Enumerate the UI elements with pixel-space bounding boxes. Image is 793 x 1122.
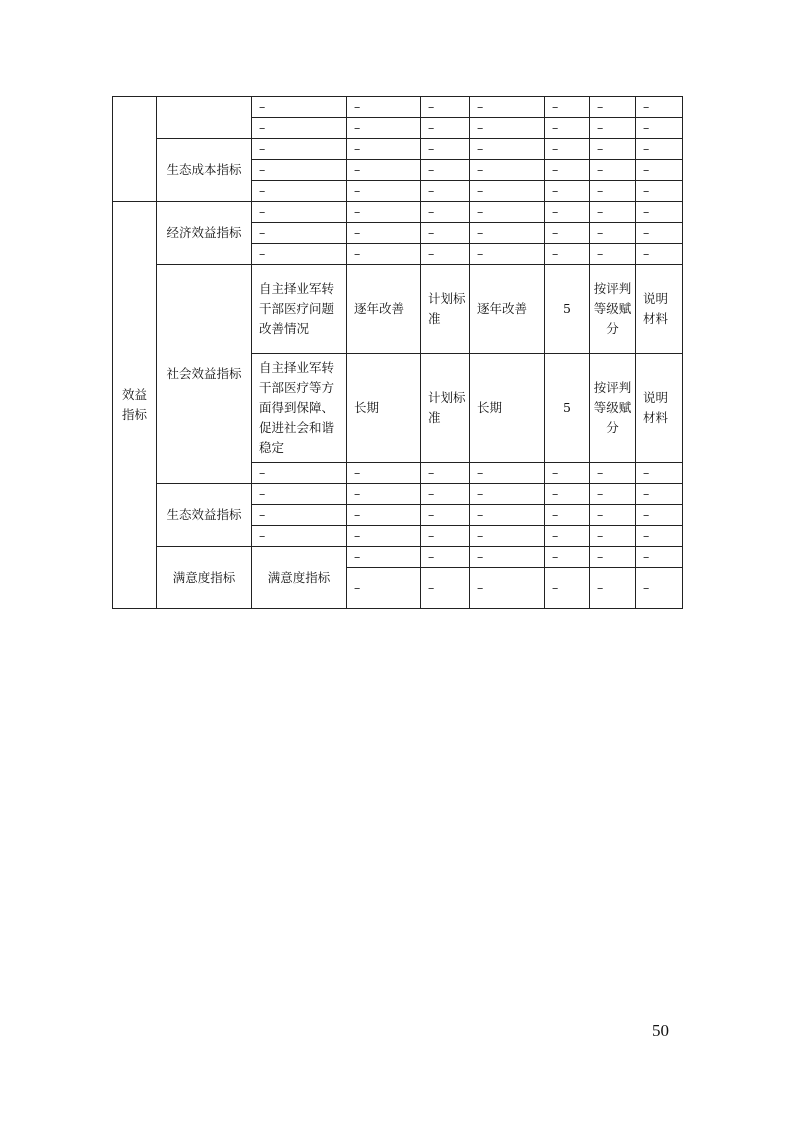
indicator-cell: –: [252, 139, 347, 160]
target-cell: –: [470, 160, 545, 181]
method-cell: –: [590, 526, 636, 547]
value-cell: 逐年改善: [347, 265, 421, 354]
group-benefit: 效益指标: [113, 202, 157, 609]
subgroup-cell-continued: [157, 97, 252, 139]
weight-cell: –: [545, 139, 590, 160]
target-cell: –: [470, 484, 545, 505]
evidence-cell: –: [636, 118, 683, 139]
subgroup-eco-benefit: 生态效益指标: [157, 484, 252, 547]
value-cell: –: [347, 97, 421, 118]
evidence-cell: –: [636, 484, 683, 505]
evidence-cell: 说明材料: [636, 265, 683, 354]
target-cell: –: [470, 118, 545, 139]
group-satisfaction: 满意度指标: [157, 547, 252, 609]
evidence-cell: –: [636, 139, 683, 160]
table-row: [113, 139, 683, 160]
indicator-cell: –: [252, 244, 347, 265]
basis-cell: 计划标准: [421, 354, 470, 463]
basis-cell: 计划标准: [421, 265, 470, 354]
method-cell: 按评判等级赋分: [590, 354, 636, 463]
method-cell: –: [590, 244, 636, 265]
basis-cell: –: [421, 526, 470, 547]
weight-cell: –: [590, 568, 636, 609]
method-cell: –: [590, 505, 636, 526]
page-number: 50: [652, 1021, 669, 1040]
evidence-cell: –: [636, 181, 683, 202]
table-row: [113, 202, 683, 223]
target-cell: –: [470, 139, 545, 160]
method-cell: –: [590, 463, 636, 484]
value-cell: –: [347, 118, 421, 139]
target-cell: –: [470, 526, 545, 547]
indicator-cell: –: [347, 568, 421, 609]
value-cell: –: [347, 181, 421, 202]
basis-cell: –: [421, 484, 470, 505]
weight-cell: –: [545, 505, 590, 526]
evidence-cell: –: [636, 160, 683, 181]
weight-cell: –: [545, 202, 590, 223]
basis-cell: –: [421, 505, 470, 526]
indicator-cell: 自主择业军转干部医疗问题改善情况: [252, 265, 347, 354]
basis-cell: –: [421, 118, 470, 139]
indicator-cell: –: [252, 484, 347, 505]
weight-cell: –: [545, 244, 590, 265]
basis-cell: –: [470, 568, 545, 609]
performance-indicator-table: [112, 96, 683, 609]
weight-cell: –: [545, 463, 590, 484]
table-row: [113, 547, 683, 568]
basis-cell: –: [470, 547, 545, 568]
weight-cell: –: [545, 181, 590, 202]
weight-cell: –: [545, 484, 590, 505]
method-cell: –: [590, 202, 636, 223]
indicator-cell: –: [252, 118, 347, 139]
evidence-cell: –: [636, 202, 683, 223]
evidence-cell: –: [636, 223, 683, 244]
target-cell: –: [470, 202, 545, 223]
value-cell: –: [347, 463, 421, 484]
indicator-cell: –: [252, 181, 347, 202]
weight-cell: –: [590, 547, 636, 568]
indicator-cell: –: [252, 463, 347, 484]
value-cell: –: [347, 505, 421, 526]
indicator-cell: –: [252, 505, 347, 526]
target-cell: –: [470, 463, 545, 484]
indicator-cell: 自主择业军转干部医疗等方面得到保障、促进社会和谐稳定: [252, 354, 347, 463]
value-cell: –: [347, 160, 421, 181]
evidence-cell: 说明材料: [636, 354, 683, 463]
evidence-cell: –: [636, 97, 683, 118]
method-cell: –: [590, 97, 636, 118]
weight-cell: –: [545, 526, 590, 547]
target-cell: –: [470, 244, 545, 265]
subgroup-eco-cost: 生态成本指标: [157, 139, 252, 202]
evidence-cell: –: [636, 505, 683, 526]
basis-cell: –: [421, 139, 470, 160]
table-row: [113, 484, 683, 505]
target-cell: –: [470, 181, 545, 202]
value-cell: –: [347, 484, 421, 505]
value-cell: –: [347, 244, 421, 265]
method-cell: –: [590, 181, 636, 202]
target-cell: –: [545, 547, 590, 568]
indicator-cell: –: [347, 547, 421, 568]
weight-cell: –: [545, 97, 590, 118]
evidence-cell: –: [636, 463, 683, 484]
table-row: [113, 97, 683, 118]
method-cell: –: [636, 547, 683, 568]
target-cell: –: [470, 223, 545, 244]
indicator-cell: –: [252, 160, 347, 181]
value-cell: –: [347, 526, 421, 547]
target-cell: –: [545, 568, 590, 609]
target-cell: 长期: [470, 354, 545, 463]
method-cell: –: [590, 484, 636, 505]
method-cell: –: [590, 223, 636, 244]
evidence-cell: –: [636, 244, 683, 265]
target-cell: 逐年改善: [470, 265, 545, 354]
value-cell: –: [421, 547, 470, 568]
weight-cell: 5: [545, 354, 590, 463]
basis-cell: –: [421, 223, 470, 244]
value-cell: –: [421, 568, 470, 609]
subgroup-social: 社会效益指标: [157, 265, 252, 484]
subgroup-satisfaction: 满意度指标: [252, 547, 347, 609]
method-cell: 按评判等级赋分: [590, 265, 636, 354]
subgroup-economic: 经济效益指标: [157, 202, 252, 265]
target-cell: –: [470, 505, 545, 526]
indicator-cell: –: [252, 526, 347, 547]
basis-cell: –: [421, 97, 470, 118]
method-cell: –: [590, 160, 636, 181]
evidence-cell: –: [636, 526, 683, 547]
weight-cell: –: [545, 223, 590, 244]
method-cell: –: [590, 139, 636, 160]
basis-cell: –: [421, 463, 470, 484]
value-cell: –: [347, 223, 421, 244]
basis-cell: –: [421, 160, 470, 181]
value-cell: –: [347, 139, 421, 160]
weight-cell: –: [545, 160, 590, 181]
basis-cell: –: [421, 244, 470, 265]
value-cell: –: [347, 202, 421, 223]
value-cell: 长期: [347, 354, 421, 463]
method-cell: –: [636, 568, 683, 609]
indicator-cell: –: [252, 97, 347, 118]
method-cell: –: [590, 118, 636, 139]
basis-cell: –: [421, 202, 470, 223]
weight-cell: 5: [545, 265, 590, 354]
group-cell-continued: [113, 97, 157, 202]
target-cell: –: [470, 97, 545, 118]
indicator-cell: –: [252, 223, 347, 244]
weight-cell: –: [545, 118, 590, 139]
basis-cell: –: [421, 181, 470, 202]
indicator-cell: –: [252, 202, 347, 223]
table-row: [113, 265, 683, 354]
